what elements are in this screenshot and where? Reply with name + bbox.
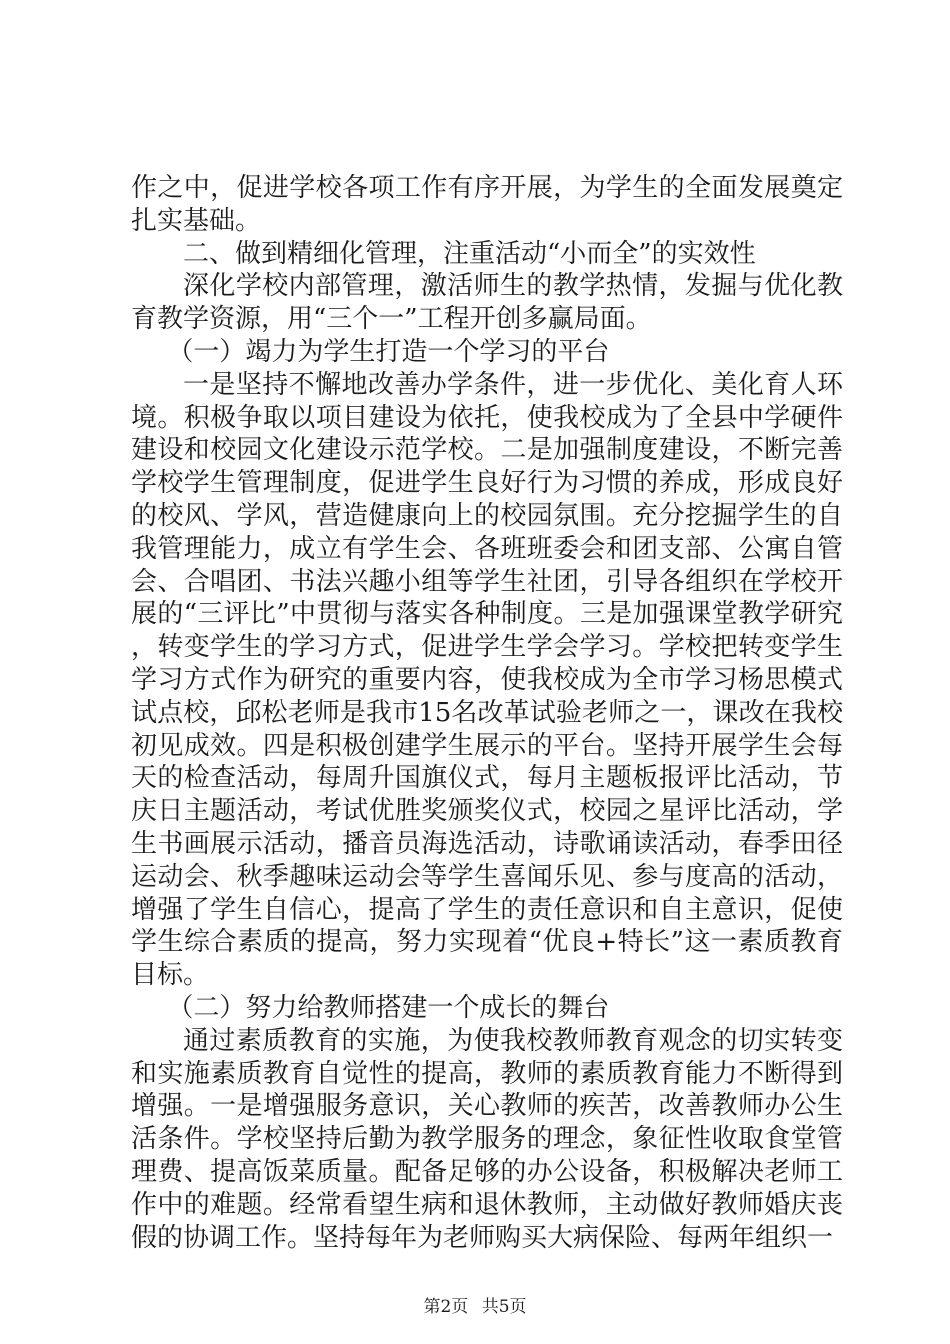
- paragraph-students: 一是坚持不懈地改善办学条件，进一步优化、美化育人环境。积极争取以项目建设为依托，使我校成为了全县中学硬件建设和校园文化建设示范学校。二是加强制度建设，不断完善学校学生管理制度，促进学生良好行为习惯的养成，形成良好的校风、学风，营造健康向上的校园氛围。充分挖掘学生的自我管理能力，成立有学生会、各班班委会和团支部、公寓自管会、合唱团、书法兴趣小组等学生社团，引导各组织在学校开展的“三评比”中贯彻与落实各种制度。三是加强课堂教学研究，转变学生的学习方式，促进学生学会学习。学校把转变学生学习方式作为研究的重要内容，使我校成为全市学习杨思模式试点校，邱松老师是我市15名改革试验老师之一，课改在我校初见成效。四是积极创建学生展示的平台。坚持开展学生会每天的检查活动，每周升国旗仪式，每月主题板报评比活动，节庆日主题活动，考试优胜奖颁奖仪式，校园之星评比活动，学生书画展示活动，播音员海选活动，诗歌诵读活动，春季田径运动会、秋季趣味运动会等学生喜闻乐见、参与度高的活动，增强了学生自信心，提高了学生的责任意识和自主意识，促使学生综合素质的提高，努力实现着“优良+特长”这一素质教育目标。: [131, 369, 843, 991]
- paragraph-continuation: 作之中，促进学校各项工作有序开展，为学生的全面发展奠定扎实基础。: [131, 173, 843, 236]
- subsection-heading-teachers: （二）努力给教师搭建一个成长的舞台: [167, 992, 610, 1023]
- paragraph-teachers: 通过素质教育的实施，为使我校教师教育观念的切实转变和实施素质教育自觉性的提高，教师的素质教育能力不断得到增强。一是增强服务意识，关心教师的疾苦，改善教师办公生活条件。学校坚持后勤为教学服务的理念，象征性收取食堂管理费、提高饭菜质量。配备足够的办公设备，积极解决老师工作中的难题。经常看望生病和退休教师，主动做好教师婚庆丧假的协调工作。坚持每年为老师购买大病保险、每两年组织一: [131, 1025, 843, 1253]
- subsection-heading-students: （一）竭力为学生打造一个学习的平台: [167, 336, 610, 367]
- page-number: 第2页: [423, 1297, 469, 1317]
- document-body: [131, 172, 843, 1254]
- section-heading: 二、做到精细化管理，注重活动“小而全”的实效性: [183, 238, 756, 269]
- page-footer: [0, 1297, 950, 1317]
- paragraph-intro: 深化学校内部管理，激活师生的教学热情，发掘与优化教育教学资源，用“三个一”工程开创多赢局面。: [131, 271, 843, 335]
- page-total: 共5页: [481, 1297, 527, 1317]
